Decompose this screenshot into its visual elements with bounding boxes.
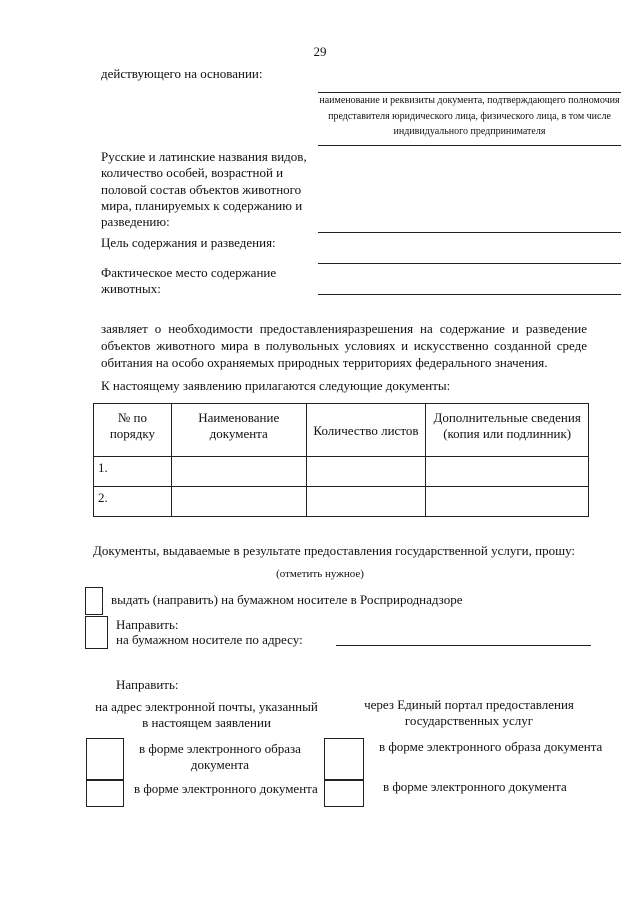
table-cell: 2. bbox=[94, 487, 172, 517]
purpose-field-line[interactable] bbox=[318, 263, 621, 264]
email-option-doc-label: в форме электронного документа bbox=[134, 781, 318, 796]
delivery-label: Документы, выдаваемые в результате предоставления государственной услуги, прошу: bbox=[93, 543, 576, 558]
statement-text: заявляет о необходимости предоставленияразрешения на содержание и разведение объектов животного мира в полувольных условиях и искусственно созданной среде обитания на особо охраняемых природных территориях федерального значения. bbox=[101, 321, 587, 370]
mark-note: (отметить нужное) bbox=[276, 568, 364, 580]
send-label-1: Направить: bbox=[116, 617, 179, 632]
purpose-label: Цель содержания и разведения: bbox=[101, 235, 276, 250]
table-cell[interactable] bbox=[171, 487, 306, 517]
table-header-row bbox=[94, 404, 589, 457]
option-paper-office-label: выдать (направить) на бумажном носителе в Росприроднадзоре bbox=[111, 592, 463, 607]
basis-second-line[interactable] bbox=[318, 145, 621, 146]
page-number: 29 bbox=[313, 44, 327, 59]
table-row bbox=[94, 457, 589, 487]
email-header: на адрес электронной почты, указанный в настоящем заявлении bbox=[95, 699, 318, 731]
location-label: Фактическое место содержание животных: bbox=[101, 265, 277, 297]
attachments-label: К настоящему заявлению прилагаются следующие документы: bbox=[101, 378, 451, 393]
portal-header: через Единый портал предоставления государственных услуг bbox=[364, 697, 574, 729]
option-paper-address-label: на бумажном носителе по адресу: bbox=[116, 632, 303, 647]
col-header-name: Наименование документа bbox=[171, 404, 306, 457]
table-cell[interactable] bbox=[171, 457, 306, 487]
checkbox-paper-office[interactable] bbox=[85, 587, 103, 615]
table-row bbox=[94, 487, 589, 517]
attachments-table bbox=[93, 403, 589, 517]
species-field-line[interactable] bbox=[318, 232, 621, 233]
table-cell[interactable] bbox=[426, 457, 589, 487]
col-header-info: Дополнительные сведения (копия или подлинник) bbox=[426, 404, 589, 457]
col-header-number: № по порядку bbox=[94, 404, 172, 457]
checkbox-email-image[interactable] bbox=[86, 738, 124, 780]
col-header-pages: Количество листов bbox=[306, 404, 426, 457]
location-field-line[interactable] bbox=[318, 294, 621, 295]
table-cell[interactable] bbox=[306, 487, 426, 517]
basis-label: действующего на основании: bbox=[101, 66, 263, 81]
portal-option-doc-label: в форме электронного документа bbox=[383, 779, 567, 794]
species-label: Русские и латинские названия видов, количество особей, возрастной и половой состав объектов животного мира, планируемых к содержанию и разведению: bbox=[101, 149, 307, 229]
checkbox-paper-address[interactable] bbox=[85, 616, 108, 649]
checkbox-portal-image[interactable] bbox=[324, 738, 364, 780]
email-option-image-label: в форме электронного образа документа bbox=[139, 741, 301, 773]
send-label-2: Направить: bbox=[116, 677, 179, 692]
table-cell[interactable] bbox=[306, 457, 426, 487]
table-cell: 1. bbox=[94, 457, 172, 487]
portal-option-image-label: в форме электронного образа документа bbox=[379, 739, 603, 754]
address-field-line[interactable] bbox=[336, 645, 591, 646]
checkbox-email-doc[interactable] bbox=[86, 780, 124, 807]
basis-caption: наименование и реквизиты документа, подтверждающего полномочия представителя юридического лица, физического лица, в том числе индивидуального предпринимателя bbox=[319, 95, 620, 137]
table-cell[interactable] bbox=[426, 487, 589, 517]
checkbox-portal-doc[interactable] bbox=[324, 780, 364, 807]
